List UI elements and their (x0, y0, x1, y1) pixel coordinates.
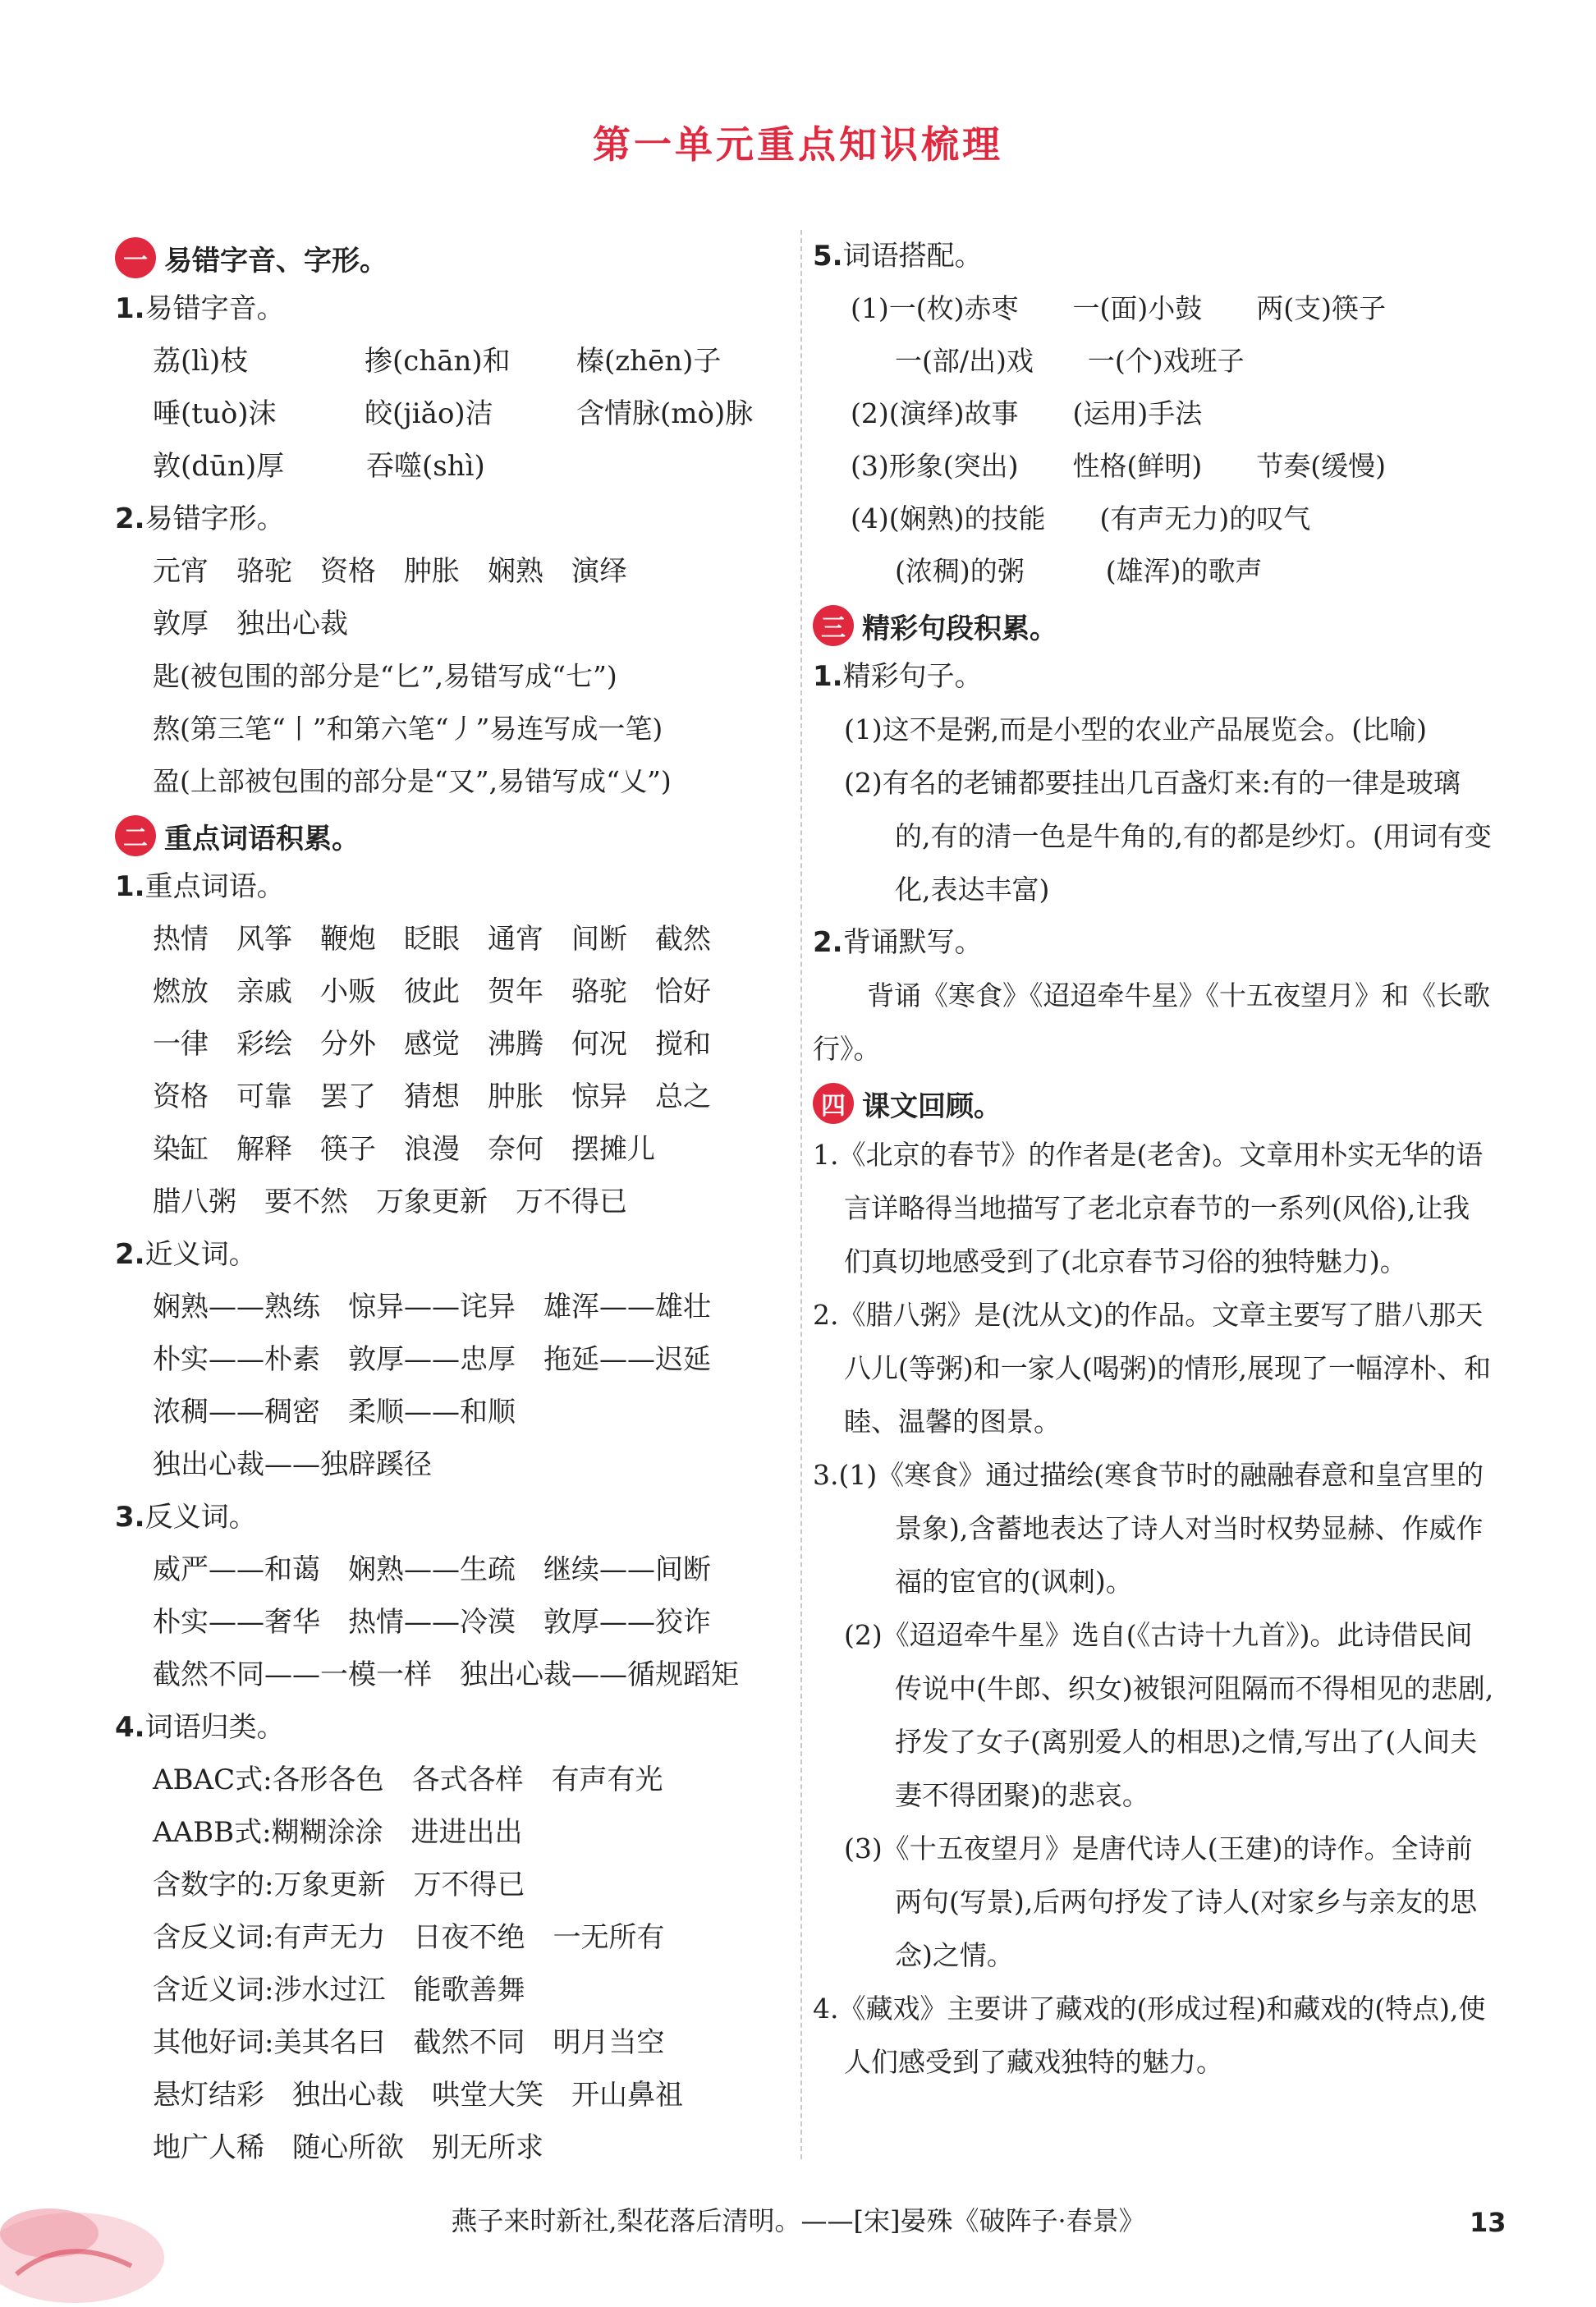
paragraph: 3.(1)《寒食》通过描绘(寒食节时的融融春意和皇宫里的景象),含蓄地表达了诗人对当时权势显赫、作威作福的宦官的(讽刺)。 (813, 1459, 1484, 1598)
left-column (115, 230, 788, 2174)
word-row: 其他好词:美其名曰 截然不同 明月当空 (153, 2026, 665, 2059)
section-badge: 三 (813, 605, 854, 646)
word-row: 荔(lì)枝 掺(chān)和 榛(zhēn)子 (153, 345, 722, 378)
paragraph: (3)《十五夜望月》是唐代诗人(王建)的诗作。全诗前两句(写景),后两句抒发了诗人(对家乡与亲友的思念)之情。 (844, 1832, 1478, 1971)
word-row: 含数字的:万象更新 万不得已 (153, 1869, 525, 1901)
word-row: 悬灯结彩 独出心裁 哄堂大笑 开山鼻祖 (153, 2079, 683, 2112)
section-heading (115, 233, 788, 282)
word-row: 截然不同——一模一样 独出心裁——循规蹈矩 (153, 1658, 739, 1691)
subheading: 2.近义词。 (115, 1238, 257, 1271)
section-heading (813, 601, 1494, 650)
section-title: 易错字音、字形。 (164, 244, 388, 277)
column-divider (800, 230, 802, 2159)
text-line: 匙(被包围的部分是“匕”,易错写成“七”) (153, 660, 617, 692)
word-row: 资格 可靠 罢了 猜想 肿胀 惊异 总之 (153, 1080, 711, 1113)
text-line: (浓稠)的粥 (雄浑)的歌声 (895, 555, 1263, 587)
right-column (813, 230, 1494, 2089)
paragraph: 2.《腊八粥》是(沈从文)的作品。文章主要写了腊八那天八儿(等粥)和一家人(喝粥)的情形,展现了一幅淳朴、和睦、温馨的图景。 (813, 1299, 1491, 1438)
subheading: 2.易错字形。 (115, 502, 285, 535)
subheading: 5.词语搭配。 (813, 240, 983, 273)
word-row: 娴熟——熟练 惊异——诧异 雄浑——雄壮 (153, 1291, 711, 1323)
word-row: 腊八粥 要不然 万象更新 万不得已 (153, 1186, 627, 1218)
section-badge: 四 (813, 1083, 854, 1124)
paragraph: 4.《藏戏》主要讲了藏戏的(形成过程)和藏戏的(特点),使人们感受到了藏戏独特的魅力。 (813, 1993, 1486, 2078)
section-badge: 二 (115, 815, 156, 856)
paragraph: (1)这不是粥,而是小型的农业产品展览会。(比喻) (844, 713, 1427, 745)
paragraph: (2)有名的老铺都要挂出几百盏灯来:有的一律是玻璃的,有的清一色是牛角的,有的都是纱灯。(用词有变化,表达丰富) (844, 767, 1492, 906)
subheading: 1.重点词语。 (115, 870, 285, 903)
section-heading (115, 811, 788, 860)
text-line: 一(部/出)戏 一(个)戏班子 (895, 345, 1245, 377)
text-line: 盈(上部被包围的部分是“又”,易错写成“乂”) (153, 765, 672, 797)
paragraph: 1.《北京的春节》的作者是(老舍)。文章用朴实无华的语言详略得当地描写了老北京春节的一系列(风俗),让我们真切地感受到了(北京春节习俗的独特魅力)。 (813, 1139, 1484, 1277)
subheading: 1.精彩句子。 (813, 660, 983, 693)
text-line: (4)(娴熟)的技能 (有声无力)的叹气 (851, 502, 1311, 534)
word-row: 威严——和蔼 娴熟——生疏 继续——间断 (153, 1553, 711, 1586)
word-row: AABB式:糊糊涂涂 进进出出 (153, 1816, 523, 1849)
text-line: (2)(演绎)故事 (运用)手法 (851, 397, 1203, 429)
word-row: 元宵 骆驼 资格 肿胀 娴熟 演绎 (153, 555, 627, 588)
text-line: (3)形象(突出) 性格(鲜明) 节奏(缓慢) (851, 450, 1386, 482)
subheading: 3.反义词。 (115, 1501, 257, 1534)
footer-quote: 燕子来时新社,梨花落后清明。——[宋]晏殊《破阵子·春景》 (451, 2205, 1145, 2236)
word-row: 地广人稀 随心所欲 别无所求 (153, 2131, 543, 2164)
page-title: 第一单元重点知识梳理 (593, 122, 1003, 167)
section-title: 重点词语积累。 (164, 822, 360, 855)
section-title: 精彩句段积累。 (862, 612, 1057, 645)
word-row: 朴实——奢华 热情——冷漠 敦厚——狡诈 (153, 1606, 711, 1639)
word-row: 一律 彩绘 分外 感觉 沸腾 何况 搅和 (153, 1028, 711, 1061)
section-badge: 一 (115, 237, 156, 278)
word-row: 染缸 解释 筷子 浪漫 奈何 摆摊儿 (153, 1133, 655, 1166)
word-row: ABAC式:各形各色 各式各样 有声有光 (153, 1764, 663, 1796)
paragraph: (2)《迢迢牵牛星》选自(《古诗十九首》)。此诗借民间传说中(牛郎、织女)被银河阻隔而不得相见的悲剧,抒发了女子(离别爱人的相思)之情,写出了(人间夫妻不得团聚)的悲哀。 (844, 1619, 1494, 1811)
page-number: 13 (1470, 2207, 1507, 2238)
subheading: 2.背诵默写。 (813, 926, 983, 959)
word-row: 燃放 亲戚 小贩 彼此 贺年 骆驼 恰好 (153, 975, 711, 1008)
word-row: 热情 风筝 鞭炮 眨眼 通宵 间断 截然 (153, 923, 711, 956)
paragraph: 背诵《寒食》《迢迢牵牛星》《十五夜望月》和《长歌行》。 (813, 979, 1490, 1065)
section-heading (813, 1079, 1494, 1128)
subheading: 4.词语归类。 (115, 1711, 285, 1744)
word-row: 敦厚 独出心裁 (153, 608, 348, 640)
text-line: 熬(第三笔“丨”和第六笔“丿”易连写成一笔) (153, 713, 663, 745)
word-row: 唾(tuò)沫 皎(jiǎo)洁 含情脉(mò)脉 (153, 397, 754, 430)
word-row: 浓稠——稠密 柔顺——和顺 (153, 1396, 516, 1429)
word-row: 敦(dūn)厚 吞噬(shì) (153, 450, 485, 483)
section-title: 课文回顾。 (862, 1089, 1002, 1123)
text-line: (1)一(枚)赤枣 一(面)小鼓 两(支)筷子 (851, 292, 1386, 324)
word-row: 独出心裁——独辟蹊径 (153, 1448, 432, 1481)
word-row: 朴实——朴素 敦厚——忠厚 拖延——迟延 (153, 1343, 711, 1376)
subheading: 1.易错字音。 (115, 292, 285, 325)
word-row: 含反义词:有声无力 日夜不绝 一无所有 (153, 1921, 665, 1954)
word-row: 含近义词:涉水过江 能歌善舞 (153, 1974, 525, 2007)
